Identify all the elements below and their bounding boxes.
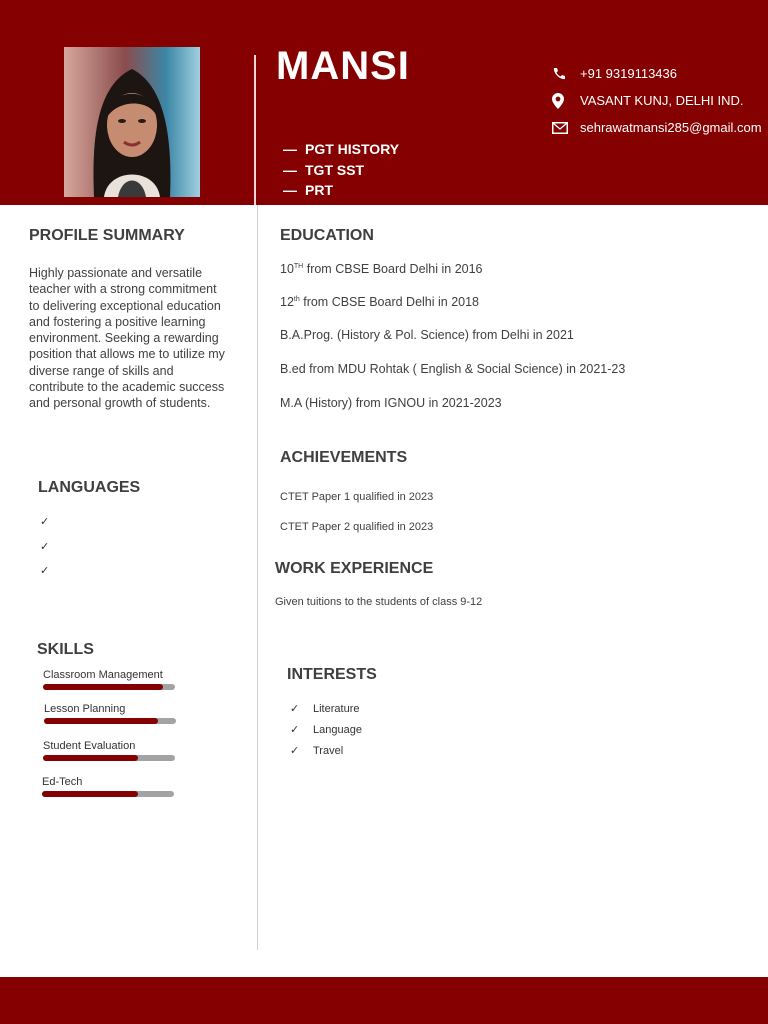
list-item: ✓ Literature [290, 702, 360, 715]
contact-phone [552, 60, 762, 87]
role-item: — PGT HISTORY [283, 141, 400, 157]
skill-bar-fill [43, 755, 138, 761]
interests-title: INTERESTS [287, 666, 377, 683]
skill-label: Lesson Planning [44, 703, 126, 715]
skill-label: Ed-Tech [42, 776, 83, 788]
email-icon [552, 122, 580, 134]
list-item [40, 537, 49, 562]
check-icon: ✓ [40, 540, 50, 553]
education-item: B.A.Prog. (History & Pol. Science) from Delhi in 2021 [280, 328, 574, 342]
education-item: B.ed from MDU Rohtak ( English & Social Science) in 2021-23 [280, 362, 626, 376]
role-list [283, 139, 399, 201]
check-icon: ✓ [290, 724, 300, 736]
header-divider [254, 55, 256, 205]
skill-label: Classroom Management [43, 669, 163, 681]
achievement-item: CTET Paper 2 qualified in 2023 [280, 521, 434, 533]
column-divider [257, 205, 258, 950]
location-text: VASANT KUNJ, DELHI IND. [580, 93, 744, 108]
check-icon: ✓ [40, 516, 50, 528]
phone-icon [552, 67, 580, 81]
list-item: ✓ Travel [290, 744, 344, 757]
skill-bar-track [43, 755, 175, 761]
skill-bar-track [44, 718, 176, 724]
skill-bar-fill [44, 718, 158, 724]
contact-block [552, 60, 762, 141]
skill-bar-fill [43, 684, 163, 690]
contact-email [552, 114, 762, 141]
skill-ed-tech [42, 776, 174, 797]
skill-bar-track [42, 791, 174, 797]
footer-band [0, 977, 768, 1024]
skill-student-evaluation [43, 740, 175, 761]
role-item: — PRT [283, 182, 333, 198]
education-item: 12th from CBSE Board Delhi in 2018 [280, 295, 480, 309]
languages-title: LANGUAGES [38, 479, 141, 496]
list-item: ✓ Language [290, 723, 362, 736]
skill-lesson-planning [44, 703, 176, 724]
profile-summary-text: Highly passionate and versatile teacher with a strong commitment to delivering exceptional education and fostering a positive learning environment. Seeking a rewarding position that allows me to utilize my diverse range of skills and contribute to the academic success and personal growth of students. [29, 266, 225, 411]
profile-photo [64, 47, 200, 197]
role-item: — TGT SST [283, 161, 365, 178]
candidate-name: MANSI [276, 44, 410, 88]
check-icon: ✓ [40, 565, 50, 577]
skills-title: SKILLS [37, 641, 94, 658]
check-icon: ✓ [290, 703, 300, 715]
skill-classroom-management [43, 669, 175, 690]
email-address[interactable]: sehrawatmansi285@gmail.com [580, 120, 762, 135]
education-item: 10TH from CBSE Board Delhi in 2016 [280, 262, 483, 276]
education-item: M.A (History) from IGNOU in 2021-2023 [280, 396, 502, 410]
interests-list [290, 698, 362, 761]
achievements-title: ACHIEVEMENTS [280, 449, 408, 466]
skill-bar-fill [42, 791, 138, 797]
check-icon: ✓ [290, 745, 300, 757]
achievement-item: CTET Paper 1 qualified in 2023 [280, 491, 434, 503]
work-experience-title: WORK EXPERIENCE [275, 560, 434, 577]
contact-location [552, 87, 762, 114]
location-pin-icon [552, 93, 580, 109]
phone-number[interactable]: +91 9319113436 [580, 66, 677, 81]
work-experience-text: Given tuitions to the students of class 9-12 [275, 596, 483, 608]
skill-label: Student Evaluation [43, 740, 136, 752]
list-item [40, 512, 49, 537]
language-list [40, 512, 49, 586]
list-item [40, 561, 49, 586]
education-title: EDUCATION [280, 227, 374, 244]
skill-bar-track [43, 684, 175, 690]
profile-summary-title: PROFILE SUMMARY [29, 227, 185, 244]
